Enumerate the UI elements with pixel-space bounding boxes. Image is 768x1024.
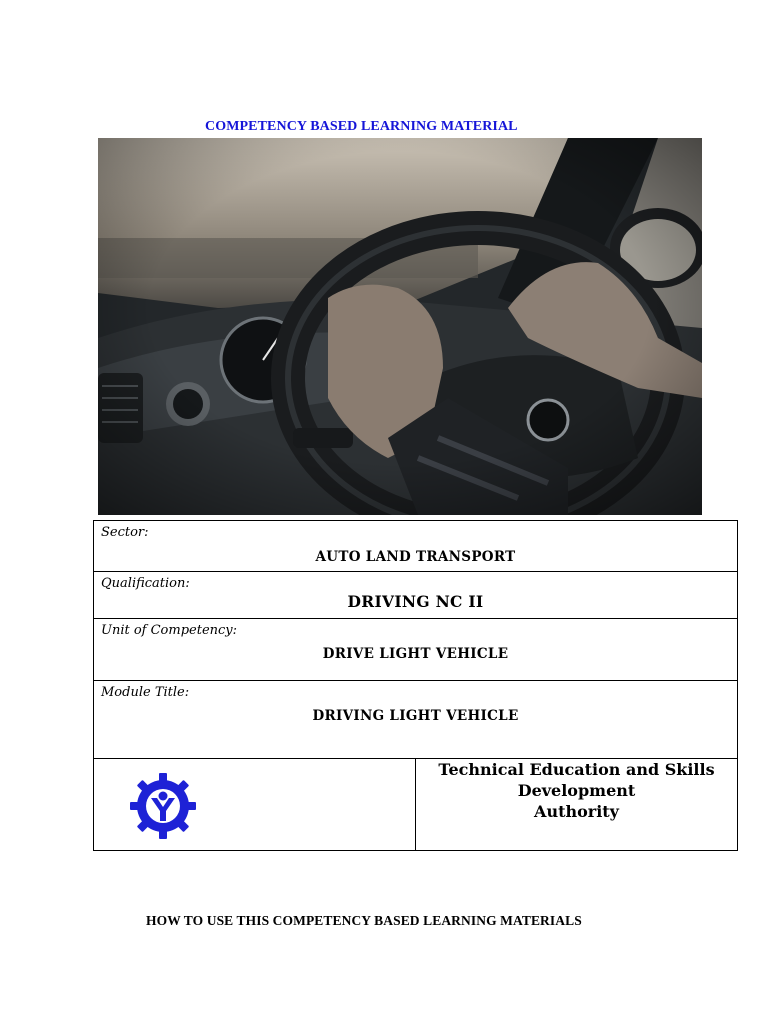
tesda-gear-logo-icon (128, 771, 198, 841)
steering-wheel-illustration (98, 138, 702, 515)
authority-cell (416, 759, 738, 851)
logo-cell (94, 759, 416, 851)
unit-of-competency-value: DRIVE LIGHT VEHICLE (322, 646, 509, 662)
authority-name-line1: Technical Education and Skills Development (438, 760, 715, 800)
module-info-table (93, 520, 738, 851)
module-title-row (94, 681, 738, 759)
qualification-label: Qualification: (101, 576, 190, 591)
sector-value: AUTO LAND TRANSPORT (315, 549, 516, 565)
module-title-value: DRIVING LIGHT VEHICLE (312, 708, 519, 724)
sector-row (94, 521, 738, 572)
qualification-value: DRIVING NC II (347, 592, 484, 611)
unit-of-competency-label: Unit of Competency: (101, 623, 238, 638)
module-title-label: Module Title: (101, 685, 190, 700)
sector-label: Sector: (101, 525, 149, 540)
cover-photo (98, 138, 702, 515)
document-header-title: COMPETENCY BASED LEARNING MATERIAL (205, 119, 518, 134)
how-to-use-heading: HOW TO USE THIS COMPETENCY BASED LEARNING MATERIALS (146, 913, 582, 928)
authority-row (94, 759, 738, 851)
qualification-row (94, 572, 738, 619)
authority-name-line2: Authority (534, 802, 619, 821)
unit-of-competency-row (94, 619, 738, 681)
